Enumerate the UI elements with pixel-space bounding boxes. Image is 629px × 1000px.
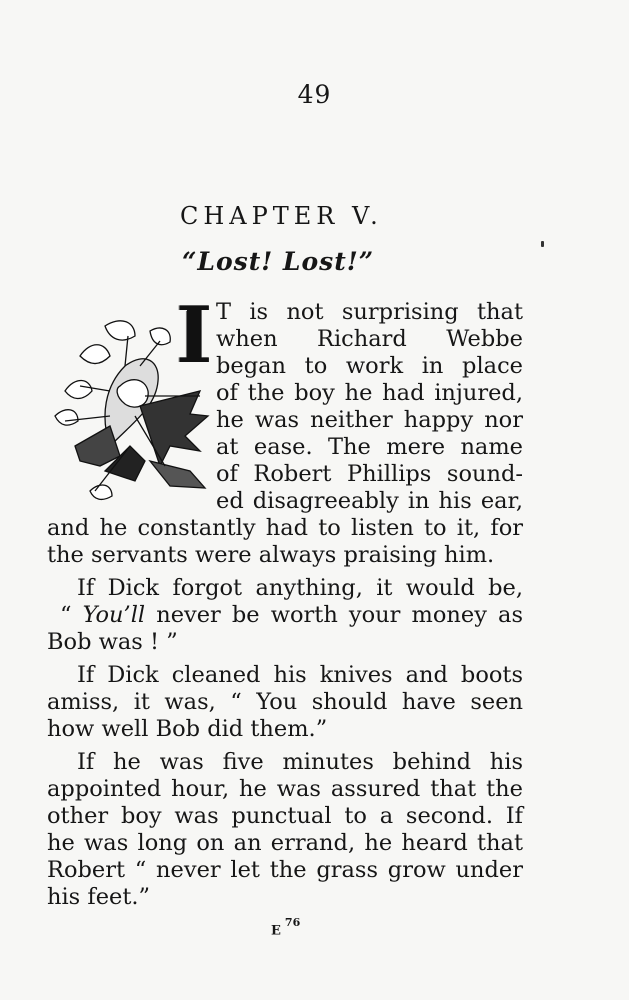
text-line: began to work in place (216, 353, 523, 379)
text-line: appointed hour, he was assured that the (47, 776, 523, 802)
text-line: amiss, it was, “ You should have seen (47, 689, 523, 715)
text-line: he was neither happy nor (216, 407, 523, 433)
text-line: ed disagreeably in his ear, (216, 488, 523, 514)
text-line: his feet.” (47, 884, 151, 910)
text-line: of the boy he had injured, (216, 380, 523, 406)
text-line: If Dick cleaned his knives and boots (77, 662, 523, 688)
text-line: the servants were always praising him. (47, 542, 495, 568)
text-line: T is not surprising that (216, 299, 523, 325)
chapter-heading: CHAPTER V. (180, 202, 383, 230)
text-line: “ You’ll never be worth your money as (60, 602, 523, 628)
text-line: and he constantly had to listen to it, for (47, 515, 523, 541)
text-line: other boy was punctual to a second. If (47, 803, 523, 829)
text-line: of Robert Phillips sound- (216, 461, 523, 487)
text-line: at ease. The mere name (216, 434, 523, 460)
text-line: Robert “ never let the grass grow under (47, 857, 523, 883)
drop-cap: I (176, 290, 213, 381)
text-line: when Richard Webbe (216, 326, 523, 352)
text-line: If Dick forgot anything, it would be, (77, 575, 523, 601)
text-line: Bob was ! ” (47, 629, 178, 655)
text-line: how well Bob did them.” (47, 716, 328, 742)
stray-mark (541, 241, 544, 247)
text-line: If he was five minutes behind his (77, 749, 523, 775)
chapter-title: “Lost! Lost!” (182, 247, 375, 276)
text-line: he was long on an errand, he heard that (47, 830, 523, 856)
printer-signature: $E^{76}$ (271, 916, 301, 939)
page-number: 49 (297, 80, 332, 109)
